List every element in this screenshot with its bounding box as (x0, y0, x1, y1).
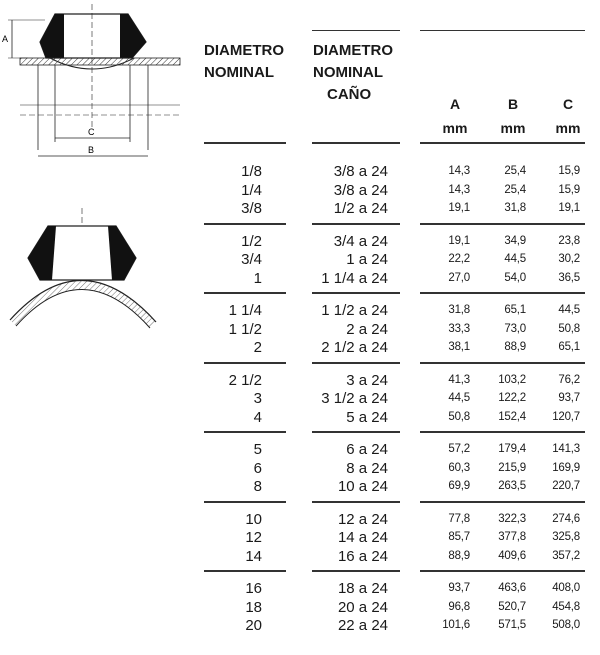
cell-nominal: 5 (253, 441, 262, 458)
cell-nominal: 2 (253, 339, 262, 356)
unit-col-b: mm (500, 120, 526, 136)
cell-b: 25,4 (504, 165, 526, 177)
cell-cano: 1 1/2 a 24 (321, 302, 388, 319)
cell-c: 325,8 (552, 531, 580, 543)
cell-b: 463,6 (498, 582, 526, 594)
cell-a: 27,0 (448, 271, 470, 284)
cell-a: 69,9 (448, 480, 470, 492)
cell-b: 520,7 (498, 600, 526, 613)
cell-a: 77,8 (448, 512, 470, 525)
cell-c: 23,8 (558, 234, 580, 247)
cell-cano: 8 a 24 (346, 459, 388, 477)
group-separator (312, 292, 400, 294)
cell-b: 215,9 (498, 461, 526, 474)
cell-c: 141,3 (552, 443, 580, 455)
top-section-drawing (2, 4, 180, 156)
header-col-c: C (562, 96, 574, 112)
cell-a: 19,1 (448, 234, 470, 247)
cell-cano: 1/2 a 24 (333, 200, 388, 217)
group-separator (204, 501, 286, 503)
cell-c: 15,9 (558, 165, 580, 177)
cell-cano: 3/4 a 24 (333, 232, 388, 250)
group-separator (420, 223, 585, 225)
cell-nominal: 4 (253, 408, 262, 426)
cell-cano: 1 a 24 (346, 251, 388, 268)
cell-nominal: 10 (245, 510, 262, 528)
group-separator (204, 362, 286, 364)
cell-c: 120,7 (552, 410, 580, 423)
cell-a: 22,2 (448, 253, 470, 265)
cell-cano: 2 a 24 (346, 320, 388, 338)
cell-a: 101,6 (442, 619, 470, 631)
header-diametro-nominal: DIAMETRO NOMINAL (204, 42, 284, 81)
cell-b: 263,5 (498, 480, 526, 492)
unit-col-a: mm (442, 120, 468, 136)
group-separator (312, 501, 400, 503)
rule-top-cano (312, 30, 400, 31)
group-separator (312, 362, 400, 364)
cell-cano: 14 a 24 (337, 529, 388, 546)
label-a: A (2, 34, 9, 44)
cell-a: 33,3 (448, 322, 470, 335)
cell-cano: 6 a 24 (346, 441, 388, 458)
cell-cano: 3/8 a 24 (333, 163, 388, 180)
cell-cano: 3 a 24 (346, 371, 388, 389)
cell-b: 88,9 (504, 341, 526, 353)
fitting-drawings (0, 0, 200, 655)
cell-c: 19,1 (558, 202, 580, 214)
cell-cano: 18 a 24 (337, 580, 388, 597)
cell-nominal: 20 (245, 617, 262, 634)
cell-nominal: 6 (253, 459, 262, 477)
cell-b: 152,4 (498, 410, 526, 423)
cell-b: 31,8 (504, 202, 526, 214)
cell-nominal: 1/4 (241, 181, 262, 199)
group-separator (420, 431, 585, 433)
cell-a: 14,3 (448, 165, 470, 177)
group-separator (312, 431, 400, 433)
cell-nominal: 1 1/2 (228, 320, 262, 338)
header-diametro-nominal-cano: DIAMETRO NOMINAL CAÑO (313, 42, 393, 103)
cell-c: 50,8 (558, 322, 580, 335)
cell-c: 76,2 (558, 373, 580, 386)
cell-b: 571,5 (498, 619, 526, 631)
cell-a: 93,7 (448, 582, 470, 594)
cell-nominal: 3 (253, 390, 262, 407)
cell-cano: 20 a 24 (337, 598, 388, 616)
cell-a: 50,8 (448, 410, 470, 423)
cell-a: 38,1 (448, 341, 470, 353)
cell-a: 19,1 (448, 202, 470, 214)
cell-a: 44,5 (448, 392, 470, 404)
rule-header-cano (312, 142, 400, 144)
cell-cano: 12 a 24 (337, 510, 388, 528)
cell-c: 44,5 (558, 304, 580, 316)
cell-b: 103,2 (498, 373, 526, 386)
cell-c: 30,2 (558, 253, 580, 265)
cell-nominal: 1 (253, 269, 262, 287)
cell-a: 31,8 (448, 304, 470, 316)
cell-b: 65,1 (504, 304, 526, 316)
cell-c: 408,0 (552, 582, 580, 594)
cell-c: 15,9 (558, 183, 580, 196)
cell-b: 44,5 (504, 253, 526, 265)
cell-a: 88,9 (448, 549, 470, 562)
cell-nominal: 16 (245, 580, 262, 597)
cell-b: 54,0 (504, 271, 526, 284)
cell-cano: 22 a 24 (337, 617, 388, 634)
cell-nominal: 1/2 (241, 232, 262, 250)
rule-header-values (420, 142, 585, 144)
label-b: B (88, 145, 95, 155)
unit-col-c: mm (555, 120, 581, 136)
cell-c: 65,1 (558, 341, 580, 353)
cell-cano: 3/8 a 24 (333, 181, 388, 199)
cell-nominal: 1/8 (241, 163, 262, 180)
cell-b: 25,4 (504, 183, 526, 196)
group-separator (312, 570, 400, 572)
cell-c: 93,7 (558, 392, 580, 404)
group-separator (420, 292, 585, 294)
cell-nominal: 12 (245, 529, 262, 546)
cell-c: 274,6 (552, 512, 580, 525)
cell-b: 179,4 (498, 443, 526, 455)
cell-b: 122,2 (498, 392, 526, 404)
rule-top-values (420, 30, 585, 31)
cell-nominal: 3/8 (241, 200, 262, 217)
group-separator (204, 431, 286, 433)
cell-b: 73,0 (504, 322, 526, 335)
cell-a: 96,8 (448, 600, 470, 613)
group-separator (420, 501, 585, 503)
cell-b: 377,8 (498, 531, 526, 543)
cell-b: 34,9 (504, 234, 526, 247)
cell-a: 14,3 (448, 183, 470, 196)
cell-cano: 5 a 24 (346, 408, 388, 426)
cell-c: 508,0 (552, 619, 580, 631)
cell-nominal: 14 (245, 547, 262, 565)
cell-c: 220,7 (552, 480, 580, 492)
cell-c: 454,8 (552, 600, 580, 613)
cell-cano: 2 1/2 a 24 (321, 339, 388, 356)
cell-nominal: 8 (253, 478, 262, 495)
cell-cano: 10 a 24 (337, 478, 388, 495)
cell-b: 322,3 (498, 512, 526, 525)
label-c: C (88, 127, 95, 137)
cell-a: 85,7 (448, 531, 470, 543)
header-col-a: A (449, 96, 461, 112)
cell-c: 169,9 (552, 461, 580, 474)
group-separator (420, 570, 585, 572)
cell-a: 41,3 (448, 373, 470, 386)
group-separator (420, 362, 585, 364)
cell-b: 409,6 (498, 549, 526, 562)
cell-cano: 1 1/4 a 24 (321, 269, 388, 287)
group-separator (312, 223, 400, 225)
curved-pipe-drawing (10, 208, 156, 328)
cell-c: 36,5 (558, 271, 580, 284)
cell-nominal: 3/4 (241, 251, 262, 268)
cell-cano: 3 1/2 a 24 (321, 390, 388, 407)
cell-c: 357,2 (552, 549, 580, 562)
group-separator (204, 223, 286, 225)
group-separator (204, 292, 286, 294)
cell-nominal: 1 1/4 (228, 302, 262, 319)
cell-a: 57,2 (448, 443, 470, 455)
cell-a: 60,3 (448, 461, 470, 474)
rule-header-nominal (204, 142, 286, 144)
cell-nominal: 2 1/2 (228, 371, 262, 389)
header-col-b: B (507, 96, 519, 112)
group-separator (204, 570, 286, 572)
cell-cano: 16 a 24 (337, 547, 388, 565)
cell-nominal: 18 (245, 598, 262, 616)
